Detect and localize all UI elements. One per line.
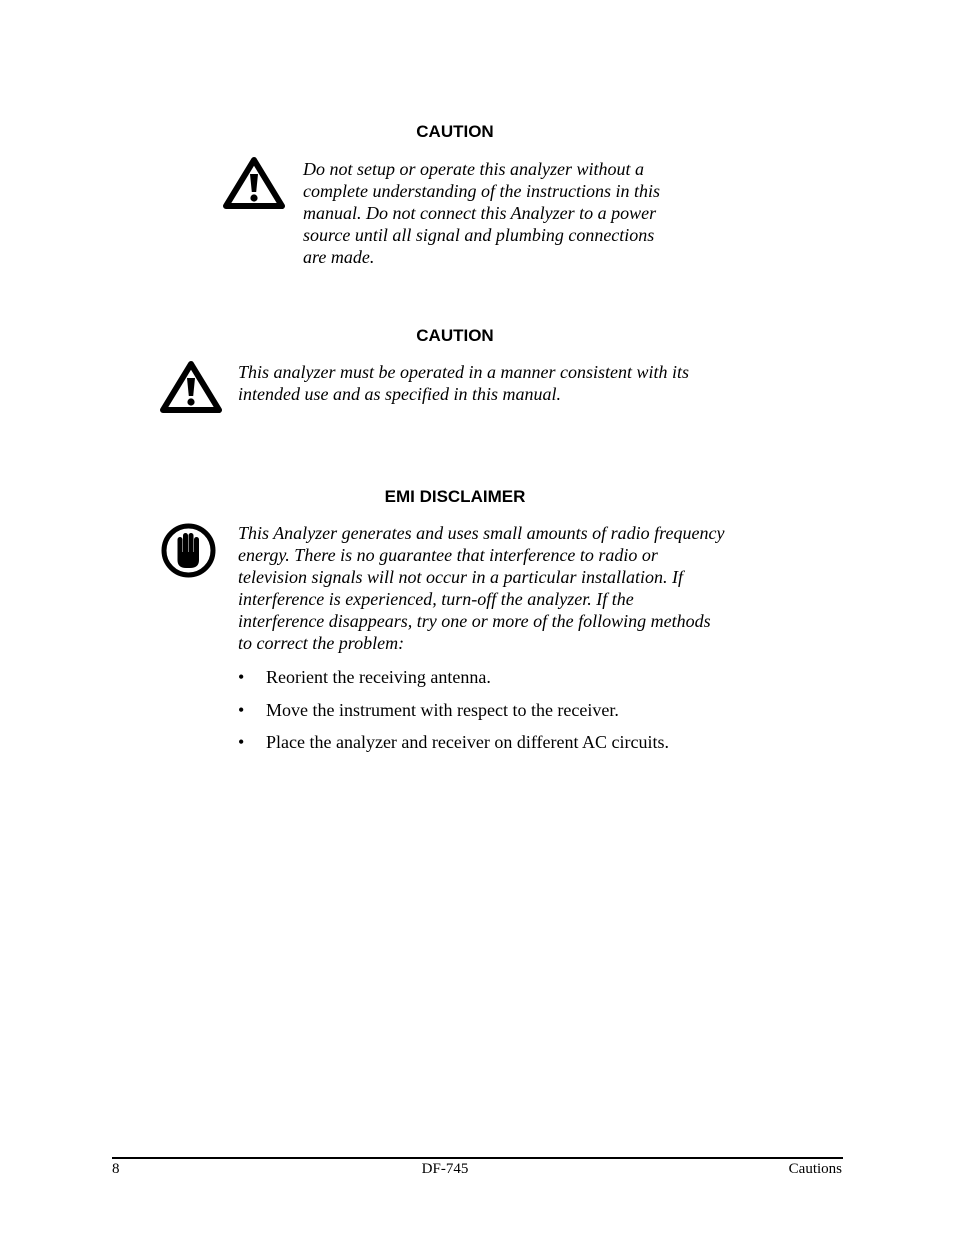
text-line: are made. — [303, 247, 375, 267]
stop-hand-icon — [160, 522, 217, 579]
list-item — [238, 731, 669, 753]
text-line: television signals will not occur in a particular installation. If — [238, 567, 683, 587]
text-line: interference is experienced, turn-off the analyzer. If the — [238, 589, 634, 609]
text-line: manual. Do not connect this Analyzer to a power — [303, 203, 657, 223]
text-line: complete understanding of the instructions in this — [303, 181, 660, 201]
emi-heading: EMI DISCLAIMER — [384, 487, 526, 506]
text-line: to correct the problem: — [238, 633, 405, 653]
document-id: DF-745 — [421, 1161, 469, 1177]
warning-triangle-icon — [222, 156, 286, 210]
caution-text-1 — [303, 158, 660, 268]
footer-divider — [112, 1157, 843, 1159]
list-item — [238, 699, 669, 721]
caution-text-2 — [238, 361, 689, 405]
page-number: 8 — [112, 1161, 120, 1177]
list-item-text: Reorient the receiving antenna. — [266, 667, 491, 687]
text-line: This analyzer must be operated in a manner consistent with its — [238, 362, 689, 382]
bullet-icon: • — [238, 667, 245, 687]
section-name: Cautions — [788, 1161, 842, 1177]
text-line: energy. There is no guarantee that interference to radio or — [238, 545, 658, 565]
text-line: source until all signal and plumbing connections — [303, 225, 655, 245]
caution-heading-1: CAUTION — [416, 122, 494, 141]
bullet-icon: • — [238, 732, 245, 752]
warning-triangle-icon — [159, 360, 223, 414]
text-line: This Analyzer generates and uses small amounts of radio frequency — [238, 523, 725, 543]
list-item-text: Move the instrument with respect to the receiver. — [266, 699, 619, 720]
list-item — [238, 666, 669, 688]
text-line: intended use and as specified in this manual. — [238, 384, 561, 404]
emi-bullet-list — [238, 666, 669, 764]
text-line: interference disappears, try one or more of the following methods — [238, 611, 711, 631]
list-item-text: Place the analyzer and receiver on different AC circuits. — [266, 732, 669, 752]
caution-heading-2: CAUTION — [416, 326, 494, 345]
text-line: Do not setup or operate this analyzer without a — [303, 159, 644, 179]
emi-text — [238, 522, 724, 654]
bullet-icon: • — [238, 699, 245, 720]
